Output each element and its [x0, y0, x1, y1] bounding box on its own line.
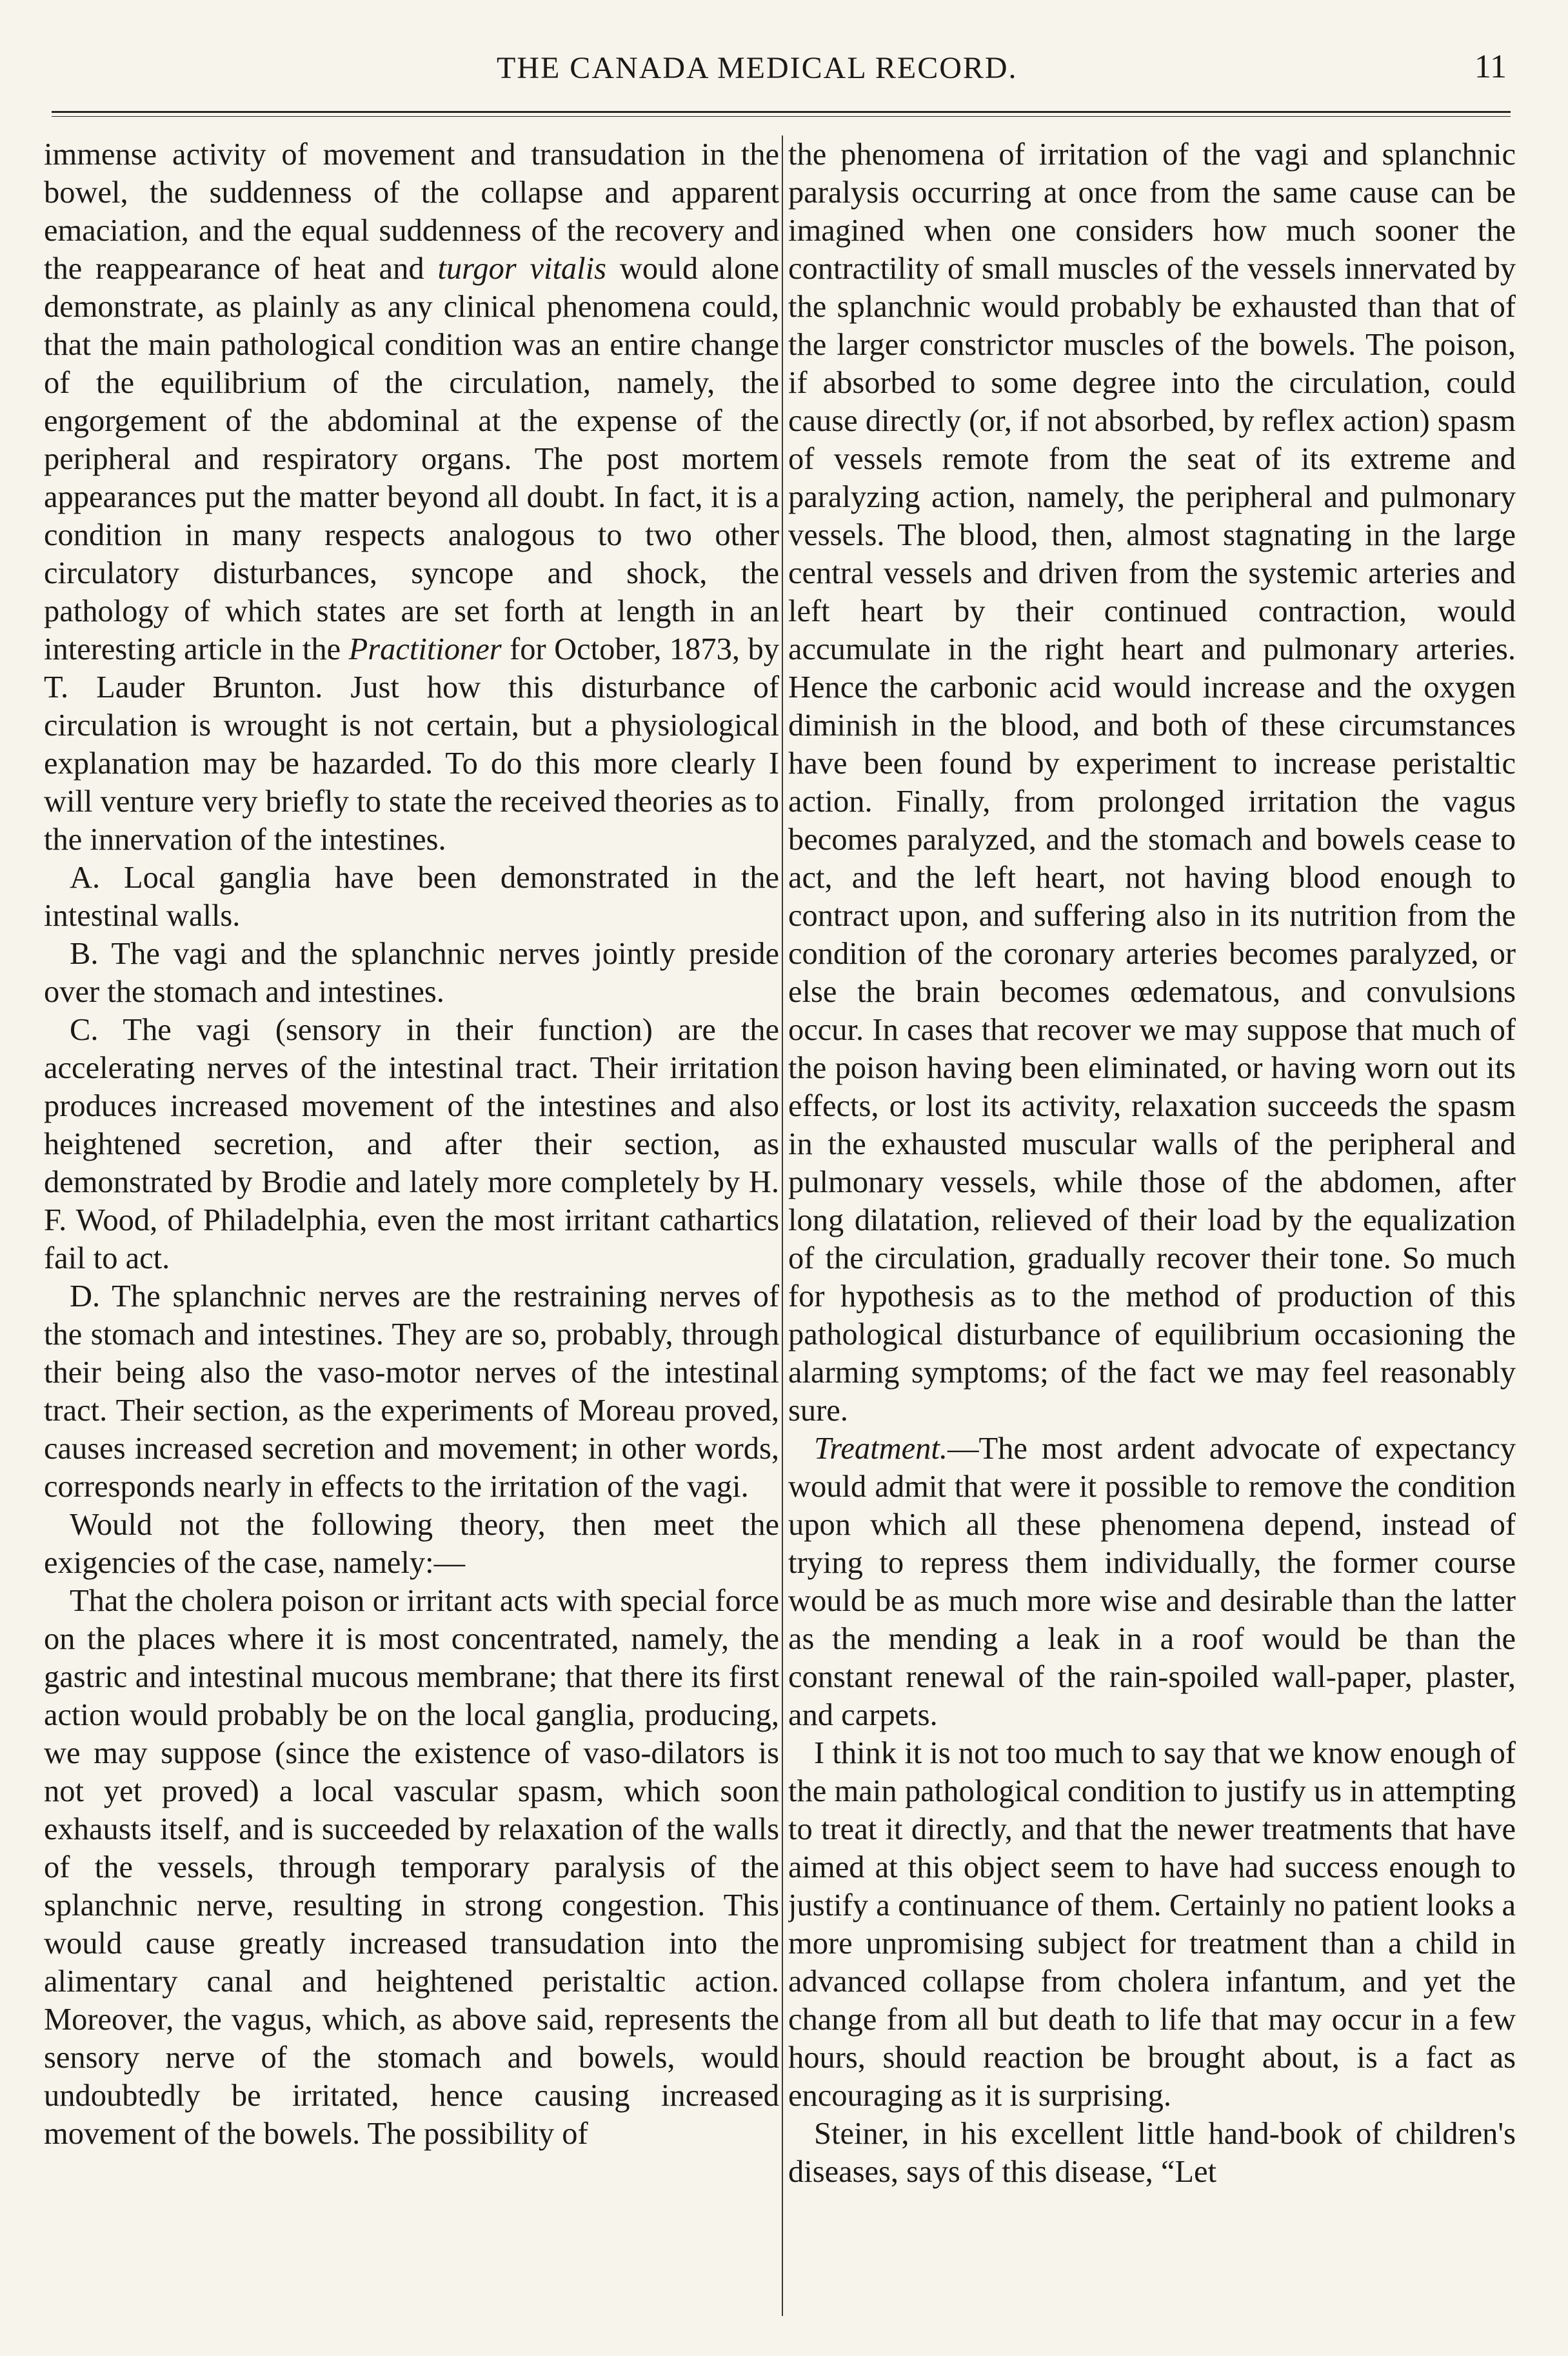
- running-title: THE CANADA MEDICAL RECORD.: [497, 51, 1018, 85]
- journal-title: Practitioner: [348, 632, 502, 666]
- header-rule: [52, 111, 1511, 113]
- paragraph-b: B. The vagi and the splanchnic nerves jointly preside over the stomach and intestines.: [44, 937, 779, 1009]
- text-run: immense activity of movement and transudation in the bowel, the suddenness of the collapse and apparent emaciation, and the equal suddenness of the recovery and the reappearance of heat and: [44, 137, 779, 286]
- text-run: —The most ardent advocate of expectancy would admit that were it possible to remove the condition upon which all these phenomena depend, instead of trying to repress them individually, the former course would be as much more wise and desirable than the latter as the mending a leak in a roof would be than the constant renewal of the rain-spoiled wall-paper, plaster, and carpets.: [788, 1432, 1516, 1732]
- paragraph-steiner: Steiner, in his excellent little hand-book of children's diseases, says of this disease, “Let: [788, 2117, 1516, 2189]
- paragraph-treatment: [788, 1430, 1516, 1734]
- left-column: [44, 135, 779, 2322]
- page-header: [0, 45, 1568, 103]
- header-rule-thin: [52, 116, 1511, 117]
- text-run: would alone demonstrate, as plainly as any clinical phenomena could, that the main pathological condition was an entire change of the equilibrium of the circulation, namely, the engorgement of the abdominal at the expense of the peripheral and respiratory organs. The post mortem appearances put the matter beyond all doubt. In fact, it is a condition in many respects analogous to two other circulatory disturbances, syncope and shock, the pathology of which states are set forth at length in an interesting article in the: [44, 252, 779, 666]
- paragraph: the phenomena of irritation of the vagi and splanchnic paralysis occurring at once from the same cause can be imagined when one considers how much sooner the contractility of small muscles of the vessels innervated by the splanchnic would probably be exhausted than that of the larger constrictor muscles of the bowels. The poison, if absorbed to some degree into the circulation, could cause directly (or, if not absorbed, by reflex action) spasm of vessels remote from the seat of its extreme and paralyzing action, namely, the peripheral and pulmonary vessels. The blood, then, almost stagnating in the large central vessels and driven from the systemic arteries and left heart by their continued contraction, would accumulate in the right heart and pulmonary arteries. Hence the carbonic acid would increase and the oxygen diminish in the blood, and both of these circumstances have been found by experiment to increase peristaltic action. Finally, from prolonged irritation the vagus becomes paralyzed, and the stomach and bowels cease to act, and the left heart, not having blood enough to contract upon, and suffering also in its nutrition from the condition of the coronary arteries becomes paralyzed, or else the brain becomes œdematous, and convulsions occur. In cases that recover we may suppose that much of the poison having been eliminated, or having worn out its effects, or lost its activity, relaxation succeeds the spasm in the exhausted muscular walls of the peripheral and pulmonary vessels, while those of the abdomen, after long dilatation, relieved of their load by the equalization of the circulation, gradually recover their tone. So much for hypothesis as to the method of production of this pathological disturbance of equilibrium occasioning the alarming symptoms; of the fact we may feel reasonably sure.: [788, 137, 1516, 1428]
- right-column: [788, 135, 1516, 2322]
- column-divider: [782, 135, 783, 2316]
- paragraph-c: C. The vagi (sensory in their function) are the accelerating nerves of the intestinal tract. Their irritation produces increased movement of the intestines and also heightened secretion, and after their section, as demonstrated by Brodie and lately more completely by H. F. Wood, of Philadelphia, even the most irritant cathartics fail to act.: [44, 1013, 779, 1275]
- paragraph: [44, 135, 779, 859]
- paragraph-that: That the cholera poison or irritant acts with special force on the places where it is most concentrated, namely, the gastric and intestinal mucous membrane; that there its first action would probably be on the local ganglia, producing, we may suppose (since the existence of vaso-dilators is not yet proved) a local vascular spasm, which soon exhausts itself, and is succeeded by relaxation of the walls of the vessels, through temporary paralysis of the splanchnic nerve, resulting in strong congestion. This would cause greatly increased transudation into the alimentary canal and heightened peristaltic action. Moreover, the vagus, which, as above said, represents the sensory nerve of the stomach and bowels, would undoubtedly be irritated, hence causing increased movement of the bowels. The possibility of: [44, 1584, 779, 2151]
- paragraph-d: D. The splanchnic nerves are the restraining nerves of the stomach and intestines. They are so, probably, through their being also the vaso-motor nerves of the intestinal tract. Their section, as the experiments of Moreau proved, causes increased secretion and movement; in other words, corresponds nearly in effects to the irritation of the vagi.: [44, 1279, 779, 1504]
- paragraph-a: A. Local ganglia have been demonstrated in the intestinal walls.: [44, 861, 779, 933]
- paragraph-think: I think it is not too much to say that we know enough of the main pathological condition to justify us in attempting to treat it directly, and that the newer treatments that have aimed at this object seem to have had success enough to justify a continuance of them. Certainly no patient looks a more unpromising subject for treatment than a child in advanced collapse from cholera infantum, and yet the change from all but death to life that may occur in a few hours, should reaction be brought about, is a fact as encouraging as it is surprising.: [788, 1736, 1516, 2113]
- section-heading: Treatment.: [814, 1432, 948, 1466]
- page-number: 11: [1474, 48, 1507, 85]
- paragraph-theory: Would not the following theory, then meet the exigencies of the case, namely:—: [44, 1508, 779, 1580]
- text-run: for October, 1873, by T. Lauder Brunton. Just how this disturbance of circulation is wrought is not certain, but a physiological explanation may be hazarded. To do this more clearly I will venture very briefly to state the received theories as to the innervation of the intestines.: [44, 632, 779, 857]
- italic-term: turgor vitalis: [437, 252, 607, 286]
